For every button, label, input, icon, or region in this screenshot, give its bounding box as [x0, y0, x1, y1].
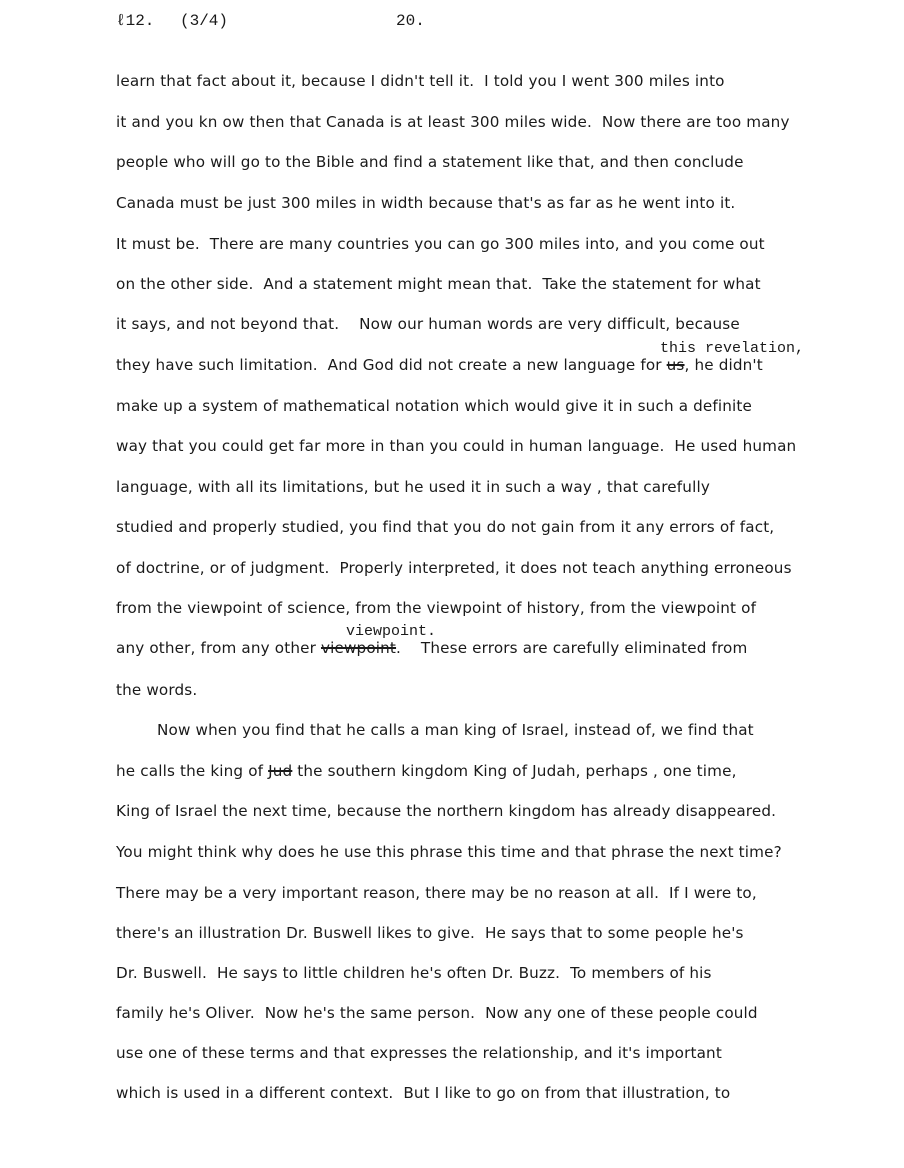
- text-line: You might think why does he use this phrase this time and that phrase the next time?: [116, 843, 782, 861]
- text-line: Dr. Buswell. He says to little children he's often Dr. Buzz. To members of his: [116, 964, 712, 982]
- text-segment: any other, from any other: [116, 639, 321, 657]
- handwritten-insertion: this revelation,: [660, 340, 805, 357]
- text-line: it says, and not beyond that. Now our human words are very difficult, because: [116, 315, 740, 333]
- text-line: people who will go to the Bible and find a statement like that, and then conclude: [116, 153, 744, 171]
- text-line: studied and properly studied, you find that you do not gain from it any errors of fact,: [116, 518, 775, 536]
- text-line: Now when you find that he calls a man king of Israel, instead of, we find that: [157, 721, 754, 739]
- text-line: there's an illustration Dr. Buswell likes to give. He says that to some people he's: [116, 924, 744, 942]
- text-segment: the southern kingdom King of Judah, perhaps , one time,: [292, 762, 737, 780]
- text-line: Canada must be just 300 miles in width because that's as far as he went into it.: [116, 194, 736, 212]
- text-line: learn that fact about it, because I didn't tell it. I told you I went 300 miles into: [116, 72, 725, 90]
- text-line: the words.: [116, 681, 198, 699]
- page-number: 20.: [396, 12, 425, 30]
- struck-text: Jud: [268, 762, 293, 780]
- text-segment: . These errors are carefully eliminated from: [396, 639, 748, 657]
- transcript-ref: ℓ12.: [116, 12, 155, 30]
- text-line: which is used in a different context. But I like to go on from that illustration, to: [116, 1084, 731, 1102]
- part-label: (3/4): [180, 12, 229, 30]
- text-line: King of Israel the next time, because the northern kingdom has already disappeared.: [116, 802, 777, 820]
- text-line: make up a system of mathematical notation which would give it in such a definite: [116, 397, 753, 415]
- text-line: family he's Oliver. Now he's the same person. Now any one of these people could: [116, 1004, 758, 1022]
- text-line: [116, 356, 763, 374]
- text-segment: he calls the king of: [116, 762, 269, 780]
- text-line: on the other side. And a statement might mean that. Take the statement for what: [116, 275, 761, 293]
- text-line: language, with all its limitations, but he used it in such a way , that carefully: [116, 478, 710, 496]
- handwritten-insertion: viewpoint.: [346, 623, 437, 640]
- struck-text: us: [666, 356, 685, 374]
- text-line: of doctrine, or of judgment. Properly interpreted, it does not teach anything erroneous: [116, 559, 792, 577]
- text-segment: , he didn't: [684, 356, 763, 374]
- text-line: [116, 639, 747, 657]
- text-line: [116, 762, 737, 780]
- text-line: There may be a very important reason, there may be no reason at all. If I were to,: [116, 884, 757, 902]
- text-line: way that you could get far more in than you could in human language. He used human: [116, 437, 797, 455]
- text-line: it and you kn ow then that Canada is at least 300 miles wide. Now there are too many: [116, 113, 790, 131]
- text-line: from the viewpoint of science, from the viewpoint of history, from the viewpoint of: [116, 599, 757, 617]
- text-segment: they have such limitation. And God did not create a new language for: [116, 356, 667, 374]
- text-line: It must be. There are many countries you can go 300 miles into, and you come out: [116, 235, 765, 253]
- struck-text: viewpoint: [320, 639, 397, 657]
- text-line: use one of these terms and that expresses the relationship, and it's important: [116, 1044, 722, 1062]
